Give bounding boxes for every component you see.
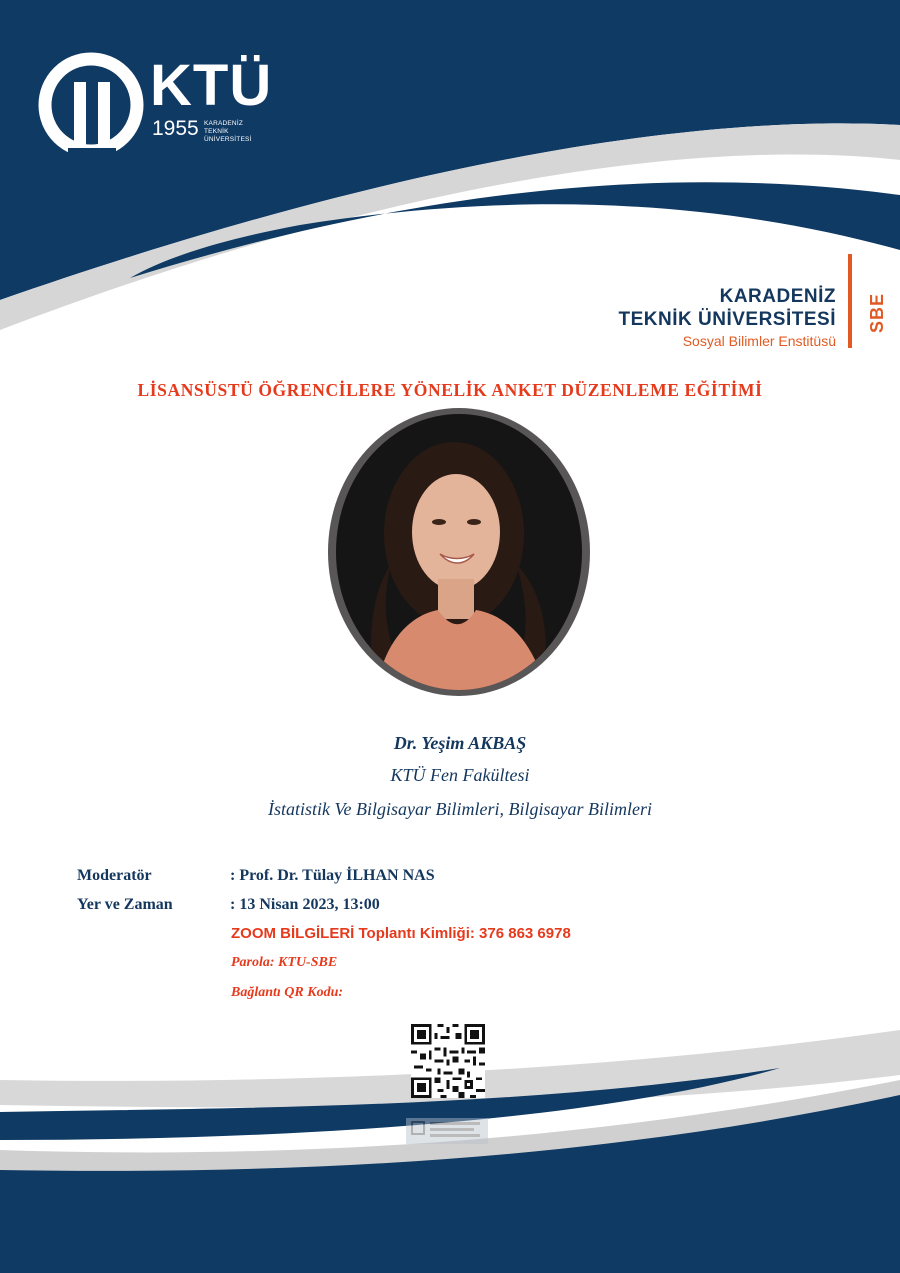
speaker-department: İstatistik Ve Bilgisayar Bilimleri, Bilgisayar Bilimleri <box>268 799 652 819</box>
moderator-value: : Prof. Dr. Tülay İLHAN NAS <box>230 867 435 884</box>
zoom-password: Parola: KTU-SBE <box>231 955 338 970</box>
place-time-label: Yer ve Zaman <box>77 896 173 913</box>
sbe-line3: Sosyal Bilimler Enstitüsü <box>682 333 836 349</box>
ktu-logo <box>38 52 278 162</box>
event-title: LİSANSÜSTÜ ÖĞRENCİLERE YÖNELİK ANKET DÜZENLEME EĞİTİMİ <box>137 380 763 400</box>
ktu-subtitle <box>204 120 278 144</box>
ktu-emblem-icon <box>38 52 146 158</box>
sbe-divider <box>848 254 852 348</box>
qr-code-reflection <box>406 1118 488 1144</box>
speaker-name: Dr. Yeşim AKBAŞ <box>393 733 527 753</box>
sbe-abbreviation: SBE <box>867 293 887 334</box>
speaker-photo <box>336 414 582 690</box>
sbe-line2: TEKNİK ÜNİVERSİTESİ <box>618 309 836 330</box>
ktu-founded-year: 1955 <box>152 117 199 140</box>
ktu-subtitle-line1: KARADENİZ <box>204 120 244 127</box>
moderator-label: Moderatör <box>77 867 152 884</box>
speaker-faculty: KTÜ Fen Fakültesi <box>390 765 530 785</box>
place-time-value: : 13 Nisan 2023, 13:00 <box>230 896 380 913</box>
qr-code-label: Bağlantı QR Kodu: <box>231 985 344 1000</box>
qr-code[interactable] <box>411 1024 485 1098</box>
sbe-line1: KARADENİZ <box>719 286 836 307</box>
ktu-subtitle-line2: TEKNİK ÜNİVERSİTESİ <box>204 128 252 143</box>
zoom-meeting-id: ZOOM BİLGİLERİ Toplantı Kimliği: 376 863 6978 <box>231 925 571 942</box>
sbe-logo-text <box>619 285 836 351</box>
speaker-portrait <box>328 408 590 696</box>
ktu-wordmark: KTÜ <box>150 53 273 118</box>
